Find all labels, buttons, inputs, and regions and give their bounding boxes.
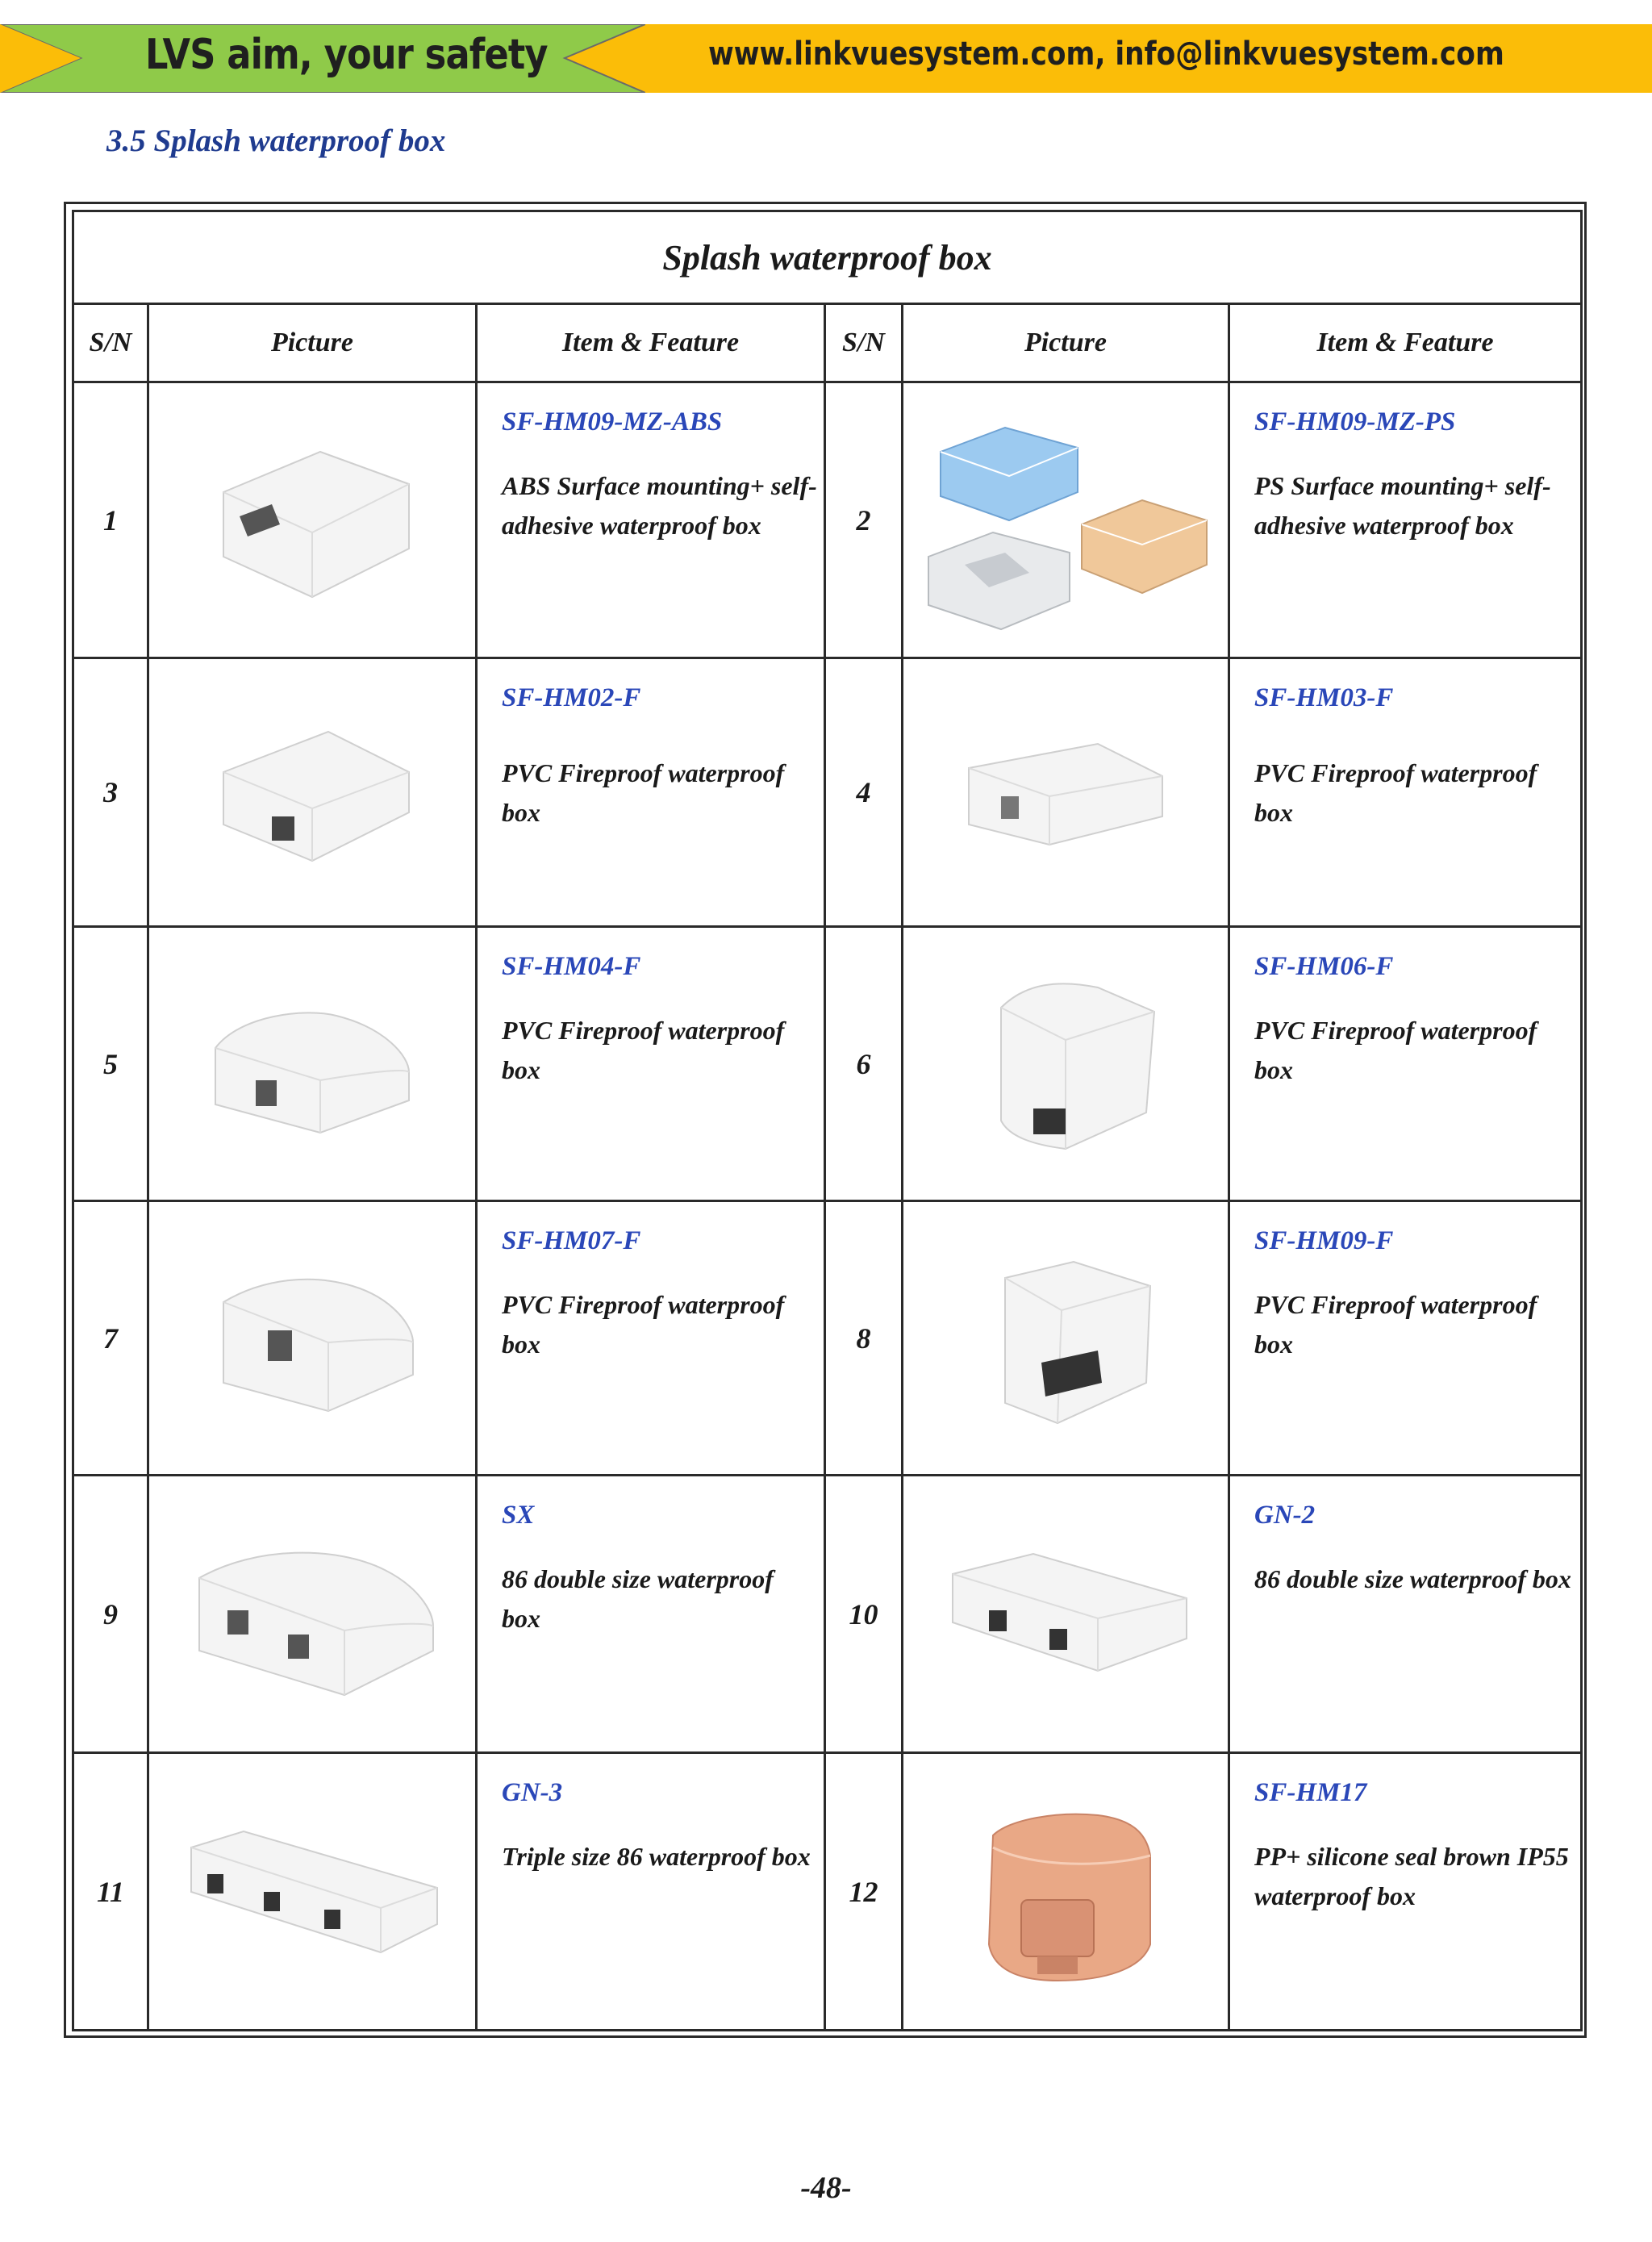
serial-number: 8 [825, 1201, 903, 1476]
product-image [903, 927, 1229, 1201]
serial-number: 3 [73, 658, 148, 927]
model-code: SF-HM03-F [1254, 683, 1394, 712]
item-feature [477, 1201, 825, 1476]
table-row [73, 1201, 1582, 1476]
header-picture: Picture [903, 304, 1229, 382]
serial-number: 1 [73, 382, 148, 658]
product-image [148, 382, 477, 658]
header-item: Item & Feature [477, 304, 825, 382]
table-row [73, 658, 1582, 927]
contact-info: www.linkvuesystem.com, info@linkvuesystem.com [708, 35, 1504, 73]
item-feature [1229, 382, 1582, 658]
item-feature [1229, 1201, 1582, 1476]
product-image [148, 658, 477, 927]
model-code: SF-HM09-MZ-ABS [502, 407, 723, 436]
product-image [903, 1753, 1229, 2031]
item-feature [1229, 1476, 1582, 1753]
feature-text: ABS Surface mounting+ self-adhesive waterproof box [502, 471, 817, 540]
serial-number: 11 [73, 1753, 148, 2031]
item-feature [1229, 1753, 1582, 2031]
item-feature [477, 927, 825, 1201]
header-item: Item & Feature [1229, 304, 1582, 382]
product-image [148, 927, 477, 1201]
header-sn: S/N [825, 304, 903, 382]
section-title: 3.5 Splash waterproof box [106, 123, 446, 158]
table-row [73, 1753, 1582, 2031]
feature-text: PP+ silicone seal brown IP55 waterproof box [1254, 1842, 1569, 1910]
serial-number: 12 [825, 1753, 903, 2031]
model-code: SF-HM09-F [1254, 1226, 1394, 1255]
table-row [73, 382, 1582, 658]
serial-number: 6 [825, 927, 903, 1201]
product-image [148, 1476, 477, 1753]
feature-text: PVC Fireproof waterproof box [502, 758, 785, 827]
serial-number: 7 [73, 1201, 148, 1476]
item-feature [477, 658, 825, 927]
table-row [73, 927, 1582, 1201]
serial-number: 4 [825, 658, 903, 927]
product-image [903, 658, 1229, 927]
feature-text: PS Surface mounting+ self-adhesive waterproof box [1254, 471, 1551, 540]
serial-number: 5 [73, 927, 148, 1201]
model-code: SF-HM09-MZ-PS [1254, 407, 1456, 436]
feature-text: PVC Fireproof waterproof box [1254, 1016, 1537, 1084]
product-image [903, 382, 1229, 658]
product-image [903, 1476, 1229, 1753]
item-feature [477, 1476, 825, 1753]
product-image [903, 1201, 1229, 1476]
item-feature [477, 382, 825, 658]
model-code: SF-HM17 [1254, 1778, 1367, 1807]
header-banner [0, 24, 1652, 93]
model-code: GN-3 [502, 1778, 563, 1807]
page-number: -48- [800, 2171, 852, 2205]
model-code: SF-HM06-F [1254, 952, 1394, 981]
item-feature [1229, 927, 1582, 1201]
item-feature [1229, 658, 1582, 927]
feature-text: PVC Fireproof waterproof box [1254, 758, 1537, 827]
feature-text: PVC Fireproof waterproof box [502, 1016, 785, 1084]
product-table [72, 210, 1583, 2031]
feature-text: 86 double size waterproof box [502, 1564, 774, 1633]
table-row [73, 1476, 1582, 1753]
serial-number: 9 [73, 1476, 148, 1753]
model-code: SF-HM07-F [502, 1226, 641, 1255]
serial-number: 10 [825, 1476, 903, 1753]
item-feature [477, 1753, 825, 2031]
feature-text: PVC Fireproof waterproof box [502, 1290, 785, 1359]
slogan-text: LVS aim, your safety [145, 31, 548, 79]
header-picture: Picture [148, 304, 477, 382]
model-code: SX [502, 1501, 535, 1530]
serial-number: 2 [825, 382, 903, 658]
product-image [148, 1753, 477, 2031]
header-sn: S/N [73, 304, 148, 382]
product-image [148, 1201, 477, 1476]
model-code: SF-HM04-F [502, 952, 641, 981]
feature-text: PVC Fireproof waterproof box [1254, 1290, 1537, 1359]
feature-text: Triple size 86 waterproof box [502, 1842, 811, 1871]
feature-text: 86 double size waterproof box [1254, 1564, 1571, 1593]
model-code: GN-2 [1254, 1501, 1316, 1530]
model-code: SF-HM02-F [502, 683, 641, 712]
table-caption: Splash waterproof box [73, 211, 1582, 304]
